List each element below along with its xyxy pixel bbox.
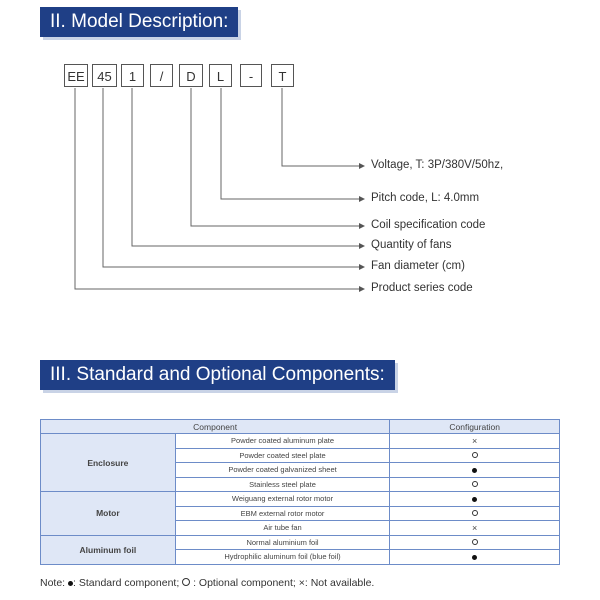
code-part-pitch: L [209,64,232,87]
components-table [40,419,560,565]
item-cell: Hydrophilic aluminum foil (blue foil) [175,550,390,565]
code-part-fan-quantity: 1 [121,64,144,87]
note-prefix: Note: [40,577,69,589]
optional-circle-icon [182,578,190,586]
model-description-title: II. Model Description: [40,7,238,37]
standard-dot-icon [472,555,477,560]
config-cell [390,535,560,550]
item-cell: Weiguang external rotor motor [175,492,390,507]
item-cell: Stainless steel plate [175,477,390,492]
item-cell: EBM external rotor motor [175,506,390,521]
table-row [41,492,560,507]
group-motor: Motor [41,492,176,536]
desc-pitch: Pitch code, L: 4.0mm [371,192,480,204]
components-title: III. Standard and Optional Components: [40,360,395,390]
header-configuration: Configuration [390,420,560,434]
config-cell [390,550,560,565]
header-component: Component [41,420,390,434]
desc-coil: Coil specification code [371,219,486,231]
optional-circle-icon [472,510,478,516]
connector-fan-quantity [132,88,364,246]
connector-fan-diameter [103,88,364,267]
group-aluminum-foil: Aluminum foil [41,535,176,564]
connector-voltage [282,88,364,166]
config-cell [390,434,560,449]
connector-series [75,88,364,289]
code-part-dash: - [240,64,262,87]
table-row [41,535,560,550]
config-cell [390,521,560,536]
config-cell [390,506,560,521]
optional-circle-icon [472,452,478,458]
optional-circle-icon [472,539,478,545]
group-enclosure: Enclosure [41,434,176,492]
config-cell [390,448,560,463]
desc-fan-quantity: Quantity of fans [371,239,452,251]
item-cell: Powder coated steel plate [175,448,390,463]
standard-dot-icon [472,468,477,473]
code-part-series: EE [64,64,88,87]
table-header-row [41,420,560,434]
code-part-coil: D [179,64,203,87]
standard-dot-icon [472,497,477,502]
desc-series: Product series code [371,282,473,294]
desc-fan-diameter: Fan diameter (cm) [371,260,465,272]
not-available-icon: × [472,522,478,533]
note-optional: : Optional component; [190,577,299,589]
config-cell [390,463,560,478]
config-cell [390,477,560,492]
code-part-fan-diameter: 45 [92,64,117,87]
legend-note [40,577,374,589]
optional-circle-icon [472,481,478,487]
item-cell: Powder coated galvanized sheet [175,463,390,478]
table-row [41,434,560,449]
desc-voltage: Voltage, T: 3P/380V/50hz, [371,159,504,171]
connector-coil [191,88,364,226]
code-part-slash: / [150,64,173,87]
item-cell: Normal aluminium foil [175,535,390,550]
not-available-icon: × [472,435,478,446]
connector-pitch [221,88,364,199]
item-cell: Powder coated aluminum plate [175,434,390,449]
note-na: ×: Not available. [298,577,375,589]
config-cell [390,492,560,507]
note-standard: : Standard component; [73,577,183,589]
item-cell: Air tube fan [175,521,390,536]
code-part-voltage: T [271,64,294,87]
